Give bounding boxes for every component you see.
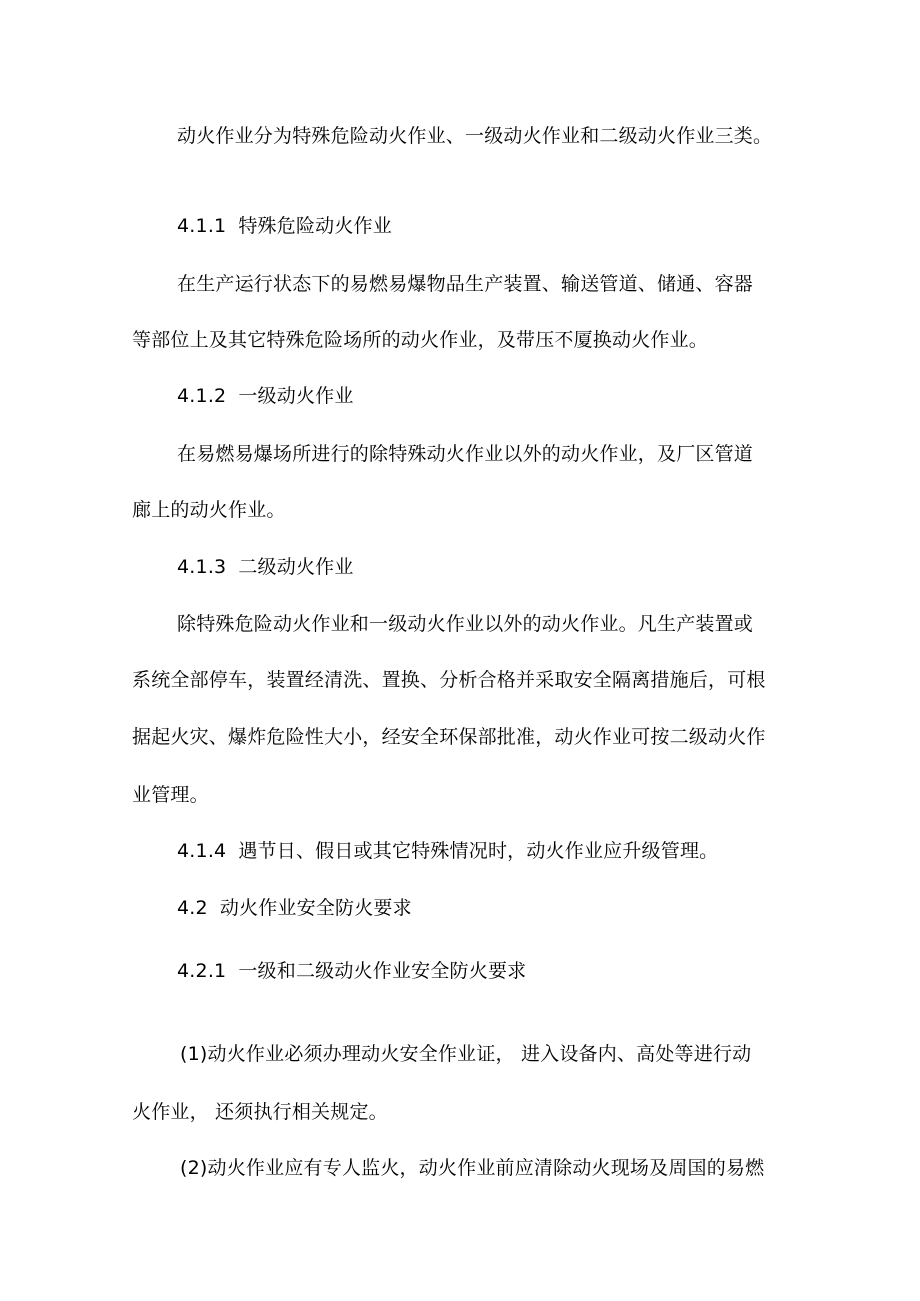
intro-paragraph: 动火作业分为特殊危险动火作业、一级动火作业和二级动火作业三类。: [177, 125, 773, 147]
section-title: 动火作业安全防火要求: [219, 897, 412, 919]
paragraph-line: 廊上的动火作业。: [132, 499, 286, 521]
section-title: 一级和二级动火作业安全防火要求: [238, 960, 527, 982]
section-number: 4.1.3: [177, 556, 227, 578]
section-number: 4.1.1: [177, 215, 227, 237]
paragraph-line: 除特殊危险动火作业和一级动火作业以外的动火作业。凡生产装置或: [177, 613, 754, 635]
section-number: 4.1.2: [177, 385, 227, 407]
paragraph-line: 等部位上及其它特殊危险场所的动火作业，及带压不厦换动火作业。: [132, 329, 709, 351]
section-heading-4-2-1: [177, 959, 526, 983]
list-item-2-line: (2)动火作业应有专人监火，动火作业前应清除动火现场及周国的易燃: [180, 1157, 765, 1179]
section-heading-4-1-2: [177, 384, 354, 408]
section-heading-4-1-4: [177, 839, 718, 863]
section-number: 4.2.1: [177, 960, 227, 982]
paragraph-line: 系统全部停车，装置经清洗、置换、分析合格并采取安全隔离措施后，可根: [132, 669, 766, 691]
section-heading-4-1-3: [177, 555, 354, 579]
section-number: 4.1.4: [177, 840, 227, 862]
paragraph-line: 在生产运行状态下的易燃易爆物品生产装置、输送管道、储通、容器: [177, 273, 754, 295]
paragraph-line: 在易燃易爆场所进行的除特殊动火作业以外的动火作业，及厂区管道: [177, 443, 754, 465]
section-heading-4-1-1: [177, 214, 392, 238]
section-title: 特殊危险动火作业: [238, 215, 392, 237]
section-number: 4.2: [177, 897, 208, 919]
paragraph-line: 业管理。: [132, 784, 209, 806]
paragraph-line: 据起火灾、爆炸危险性大小，经安全环保部批准，动火作业可按二级动火作: [132, 726, 766, 748]
list-item-1-line: (1)动火作业必须办理动火安全作业证， 进入设备内、高处等进行动: [180, 1043, 752, 1065]
list-item-1-line: 火作业， 还须执行相关规定。: [132, 1101, 388, 1123]
section-title: 遇节日、假日或其它特殊情况时，动火作业应升级管理。: [238, 840, 719, 862]
section-title: 一级动火作业: [238, 385, 354, 407]
section-heading-4-2: [177, 896, 412, 920]
section-title: 二级动火作业: [238, 556, 354, 578]
